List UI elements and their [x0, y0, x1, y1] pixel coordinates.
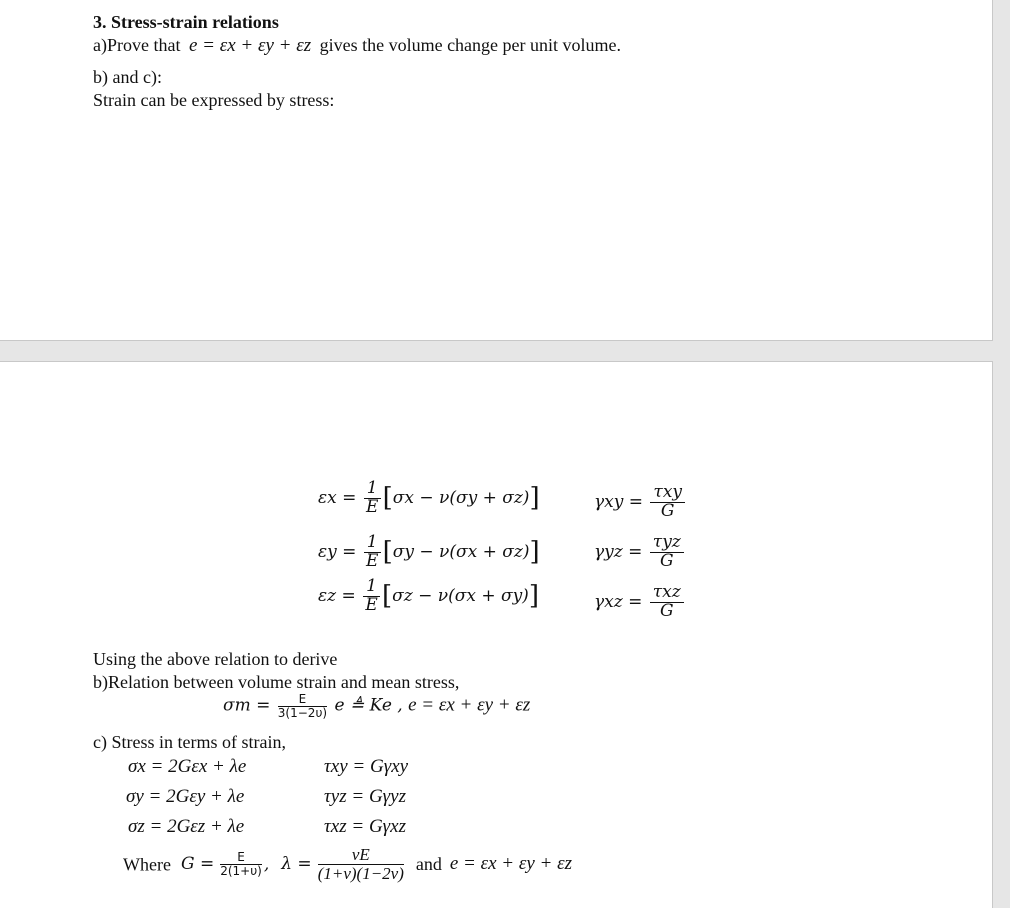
part-bc-label: b) and c):: [93, 67, 162, 87]
stress-shear-xy: τxy = Gγxy: [324, 756, 409, 777]
mean-stress-equation: σm = $\frac{E}{3(1-2\upsilon)}$ e ≜ Ke , e = εx + εy + εz: [223, 692, 531, 720]
strain-intro: Strain can be expressed by stress:: [93, 90, 335, 110]
where-line: Where G = $\frac{E}{2(1+\upsilon)}$ , λ = $\frac{\nu E}{(1+\nu)(1-2\nu)}$ and e = εx + εy + εz: [123, 845, 572, 883]
shear-equation-xz: γxz = $\frac{\text{τxz}}{G}$: [594, 584, 686, 621]
shear-equation-xy: γxy = $\frac{\text{τxy}}{G}$: [594, 484, 687, 521]
part-a-prefix: a)Prove that: [93, 35, 181, 55]
document-page-1: [0, 0, 993, 341]
shear-equation-yz: γyz = $\frac{\text{τyz}}{G}$: [594, 534, 686, 571]
derive-intro: Using the above relation to derive: [93, 649, 338, 669]
part-c-title: c) Stress in terms of strain,: [93, 732, 286, 752]
strain-equation-x: εx = $\frac{1}{E}$ [σx − ν(σy + σz)]: [318, 478, 540, 517]
part-a-line: [93, 34, 621, 57]
stress-shear-xz: τxz = Gγxz: [324, 816, 406, 837]
part-a-equation: e = εx + εy + εz: [188, 35, 312, 56]
strain-equation-y: εy = $\frac{1}{E}$ [σy − ν(σx + σz)]: [318, 532, 540, 571]
part-b-title: b)Relation between volume strain and mean stress,: [93, 672, 460, 692]
part-a-suffix: gives the volume change per unit volume.: [319, 35, 622, 55]
stress-normal-x: σx = 2Gεx + λe: [128, 756, 247, 777]
stress-normal-y: σy = 2Gεy + λe: [126, 786, 245, 807]
stress-shear-yz: τyz = Gγyz: [324, 786, 406, 807]
strain-equation-z: εz = $\frac{1}{E}$ [σz − ν(σx + σy)]: [318, 576, 539, 615]
stress-normal-z: σz = 2Gεz + λe: [128, 816, 245, 837]
section-heading: 3. Stress-strain relations: [93, 12, 279, 32]
document-page-2: [0, 361, 993, 908]
